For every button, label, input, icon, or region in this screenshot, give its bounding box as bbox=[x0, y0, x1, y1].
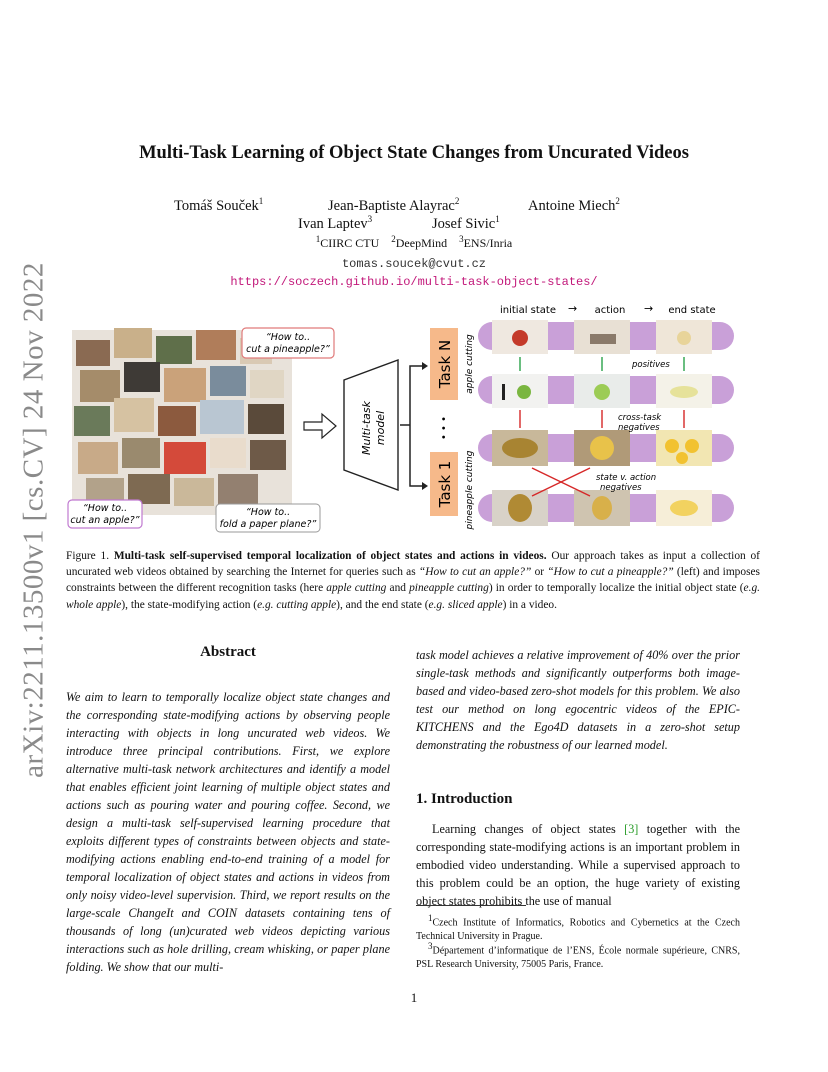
task-n-box bbox=[430, 328, 458, 400]
abstract-heading: Abstract bbox=[200, 644, 256, 660]
footnote-1: $^1$Czech Institute of Informatics, Robotics and Cybernetics at the Czech Technical University in Prague. bbox=[416, 913, 740, 943]
apple-frames-row2 bbox=[492, 374, 712, 408]
author-email[interactable]: tomas.soucek@cvut.cz bbox=[341, 257, 487, 271]
input-arrow bbox=[304, 414, 336, 438]
figure-1-graphic bbox=[66, 300, 756, 540]
author-5: Josef Sivic$^1$ bbox=[432, 214, 500, 232]
task-1-label: Task 1 bbox=[436, 460, 454, 508]
multi-task-model bbox=[344, 360, 398, 490]
affiliations: $^1$CIIRC CTU $^2$DeepMind $^3$ENS/Inria bbox=[315, 234, 513, 250]
page-number: 1 bbox=[410, 990, 418, 1005]
arxiv-stamp-text: arXiv:2211.13500v1 [cs.CV] 24 Nov 2022 bbox=[17, 262, 50, 778]
bubble-apple-line2: cut an apple?” bbox=[70, 515, 140, 526]
abstract-body-col1: We aim to learn to temporally localize object state changes and the corresponding state-modifying actions by observing people interacting with objects in long uncurated web videos. We introduce three principal contributions. First, we explore alternative multi-task network architectures and identify a model that enables efficient joint learning of multiple object states and actions such as pouring water and pouring coffee. Second, we design a multi-task self-supervised learning procedure that exploits different types of constraints between objects and state-modifying actions enabling end-to-end training of a model for temporal localization of object states and actions in videos from only noisy video-level supervision. Third, we report results on the large-scale ChangeIt and COIN datasets containing tens of thousands of long (un)curated web videos depicting various interactions such as hole drilling, cream whisking, or paper plane folding. We show that our multi- bbox=[66, 690, 390, 974]
label-cross-task-1: cross-task bbox=[618, 413, 662, 423]
arxiv-stamp bbox=[14, 262, 54, 778]
author-4: Ivan Laptev$^3$ bbox=[298, 214, 373, 232]
bubble-apple-line1: “How to.. bbox=[82, 503, 128, 514]
author-3: Antoine Miech$^2$ bbox=[528, 196, 620, 214]
bubble-pineapple bbox=[242, 328, 334, 358]
model-label-1: Multi-task bbox=[360, 400, 373, 456]
state-action-arrows bbox=[532, 468, 590, 496]
citation-link[interactable]: [3] bbox=[624, 822, 639, 836]
project-url-link[interactable]: https://soczech.github.io/multi-task-object-states/ bbox=[230, 275, 598, 289]
author-1: Tomáš Souček$^1$ bbox=[174, 196, 264, 214]
model-label-2: model bbox=[374, 410, 387, 446]
figure-1 bbox=[66, 300, 756, 540]
figure-caption: Figure 1. Multi-task self-supervised temporal localization of object states and actions in videos. Our approach takes as input a collection of uncurated web videos obtained by searching the Internet for queries such as “How to cut an apple?” or “How to cut a pineapple?” (left) and imposes constraints between the different recognition tasks (here apple cutting and pineapple cutting) in order to temporally localize the initial object state (e.g. whole apple), the state-modifying action (e.g. cutting apple), and the end state (e.g. sliced apple) in a video. bbox=[66, 550, 760, 611]
task-1-box bbox=[430, 452, 458, 516]
paper-title: Multi-Task Learning of Object State Changes from Uncurated Videos bbox=[139, 143, 689, 163]
intro-heading: 1. Introduction bbox=[416, 791, 513, 807]
pineapple-frames-row2 bbox=[492, 490, 712, 526]
pineapple-frames-row1 bbox=[492, 430, 712, 466]
task-n-subtitle: apple cutting bbox=[465, 334, 475, 394]
bubble-pineapple-line1: “How to.. bbox=[265, 332, 311, 343]
branch-arrowheads bbox=[422, 362, 428, 490]
label-state-v-action-2: negatives bbox=[600, 483, 642, 493]
label-positives: positives bbox=[632, 360, 670, 370]
bubble-apple bbox=[68, 500, 142, 528]
task-n-label: Task N bbox=[436, 339, 454, 389]
bubble-plane-line1: “How to.. bbox=[245, 507, 291, 518]
task-1-subtitle: pineapple cutting bbox=[465, 450, 475, 530]
task-dots: • • • bbox=[439, 415, 450, 441]
col-initial-state: initial state bbox=[499, 305, 557, 316]
intro-body: Learning changes of object states [3] together with the corresponding state-modifying actions is an important problem in embodied video understanding. While a supervised approach to this problem could be an option, the huge variety of existing object states prohibits the use of manual bbox=[416, 822, 740, 908]
arrow-2: → bbox=[644, 302, 654, 315]
branch-lines bbox=[400, 366, 426, 486]
arrow-1: → bbox=[568, 302, 578, 315]
abstract-body-col2: task model achieves a relative improvement of 40% over the prior single-task methods and significantly outperforms both image-based and video-based zero-shot models for this problem. We also test our method on long egocentric videos of the EPIC-KITCHENS and the Ego4D datasets in a zero-shot setup demonstrating the robustness of our learned model. bbox=[416, 648, 740, 752]
col-end-state: end state bbox=[668, 305, 716, 316]
bubble-plane-line2: fold a paper plane?” bbox=[219, 519, 317, 530]
caption-bold: Multi-task self-supervised temporal localization of object states and actions in videos. bbox=[113, 550, 547, 562]
footnote-3: $^3$Département d’informatique de l’ENS, École normale supérieure, CNRS, PSL Research University, 75005 Paris, France. bbox=[416, 941, 740, 971]
label-cross-task-2: negatives bbox=[618, 423, 660, 433]
bubble-paper-plane bbox=[216, 504, 320, 532]
footnote-rule bbox=[416, 905, 526, 906]
author-2: Jean-Baptiste Alayrac$^2$ bbox=[328, 196, 460, 214]
bubble-pineapple-line2: cut a pineapple?” bbox=[246, 344, 330, 355]
col-action: action bbox=[594, 305, 626, 316]
label-state-v-action-1: state v. action bbox=[596, 473, 657, 483]
apple-frames-row1 bbox=[492, 320, 712, 354]
